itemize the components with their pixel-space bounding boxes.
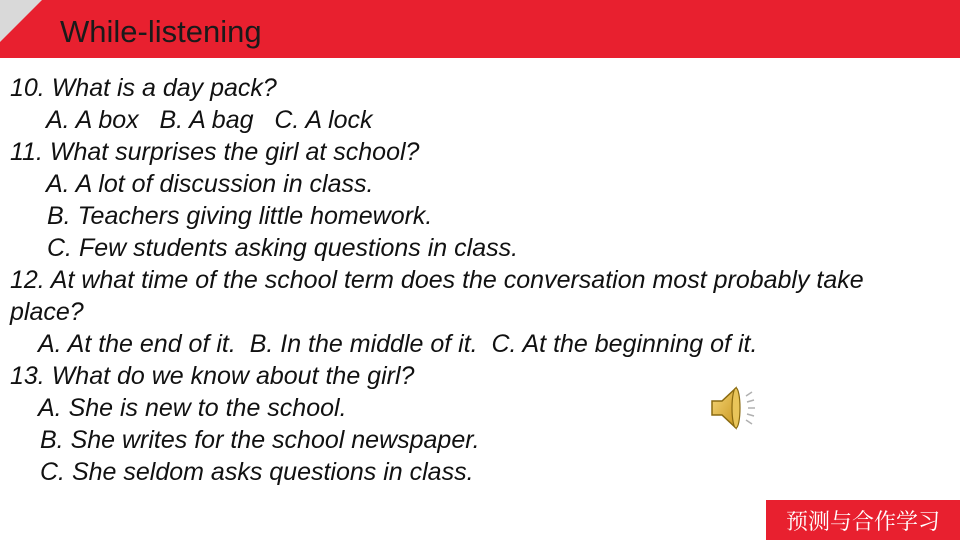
- question-13-option-a: A. She is new to the school.: [38, 394, 347, 422]
- question-11-option-a: A. A lot of discussion in class.: [46, 170, 374, 198]
- question-13-option-c: C. She seldom asks questions in class.: [40, 458, 474, 486]
- question-11-option-b: B. Teachers giving little homework.: [47, 202, 433, 230]
- question-12-options: A. At the end of it. B. In the middle of it. C. At the beginning of it.: [38, 330, 758, 358]
- question-10: 10. What is a day pack?: [10, 74, 277, 102]
- question-11-option-c: C. Few students asking questions in class.: [47, 234, 519, 262]
- page-title: While-listening: [60, 14, 262, 49]
- header-corner-decoration: [0, 0, 42, 42]
- header-bar: [0, 0, 960, 58]
- question-12: 12. At what time of the school term does the conversation most probably take place?: [10, 266, 864, 326]
- question-10-options: A. A box B. A bag C. A lock: [46, 106, 373, 134]
- section-badge: 预测与合作学习: [766, 500, 960, 540]
- question-list: [10, 72, 940, 488]
- question-13: 13. What do we know about the girl?: [10, 362, 415, 390]
- question-13-option-b: B. She writes for the school newspaper.: [40, 426, 480, 454]
- question-11: 11. What surprises the girl at school?: [10, 138, 420, 166]
- speaker-icon[interactable]: [706, 382, 758, 434]
